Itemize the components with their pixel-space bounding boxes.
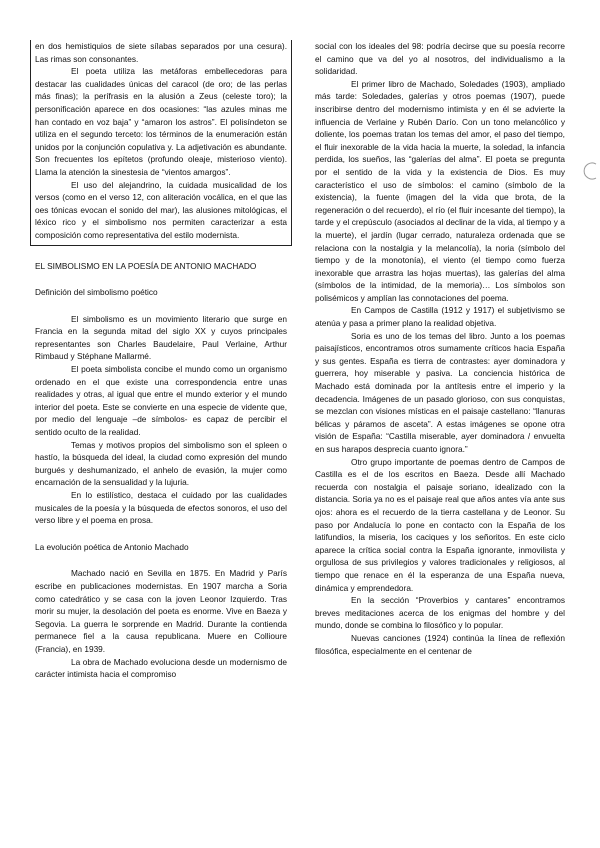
paragraph: En la sección “Proverbios y cantares” encontramos breves meditaciones acerca de los enigmas del hombre y del mundo, donde se combina lo filosófico y lo popular. <box>315 595 565 631</box>
paragraph: La obra de Machado evoluciona desde un modernismo de carácter intimista hacia el compromiso <box>35 656 287 680</box>
paragraph: Otro grupo importante de poemas dentro de Campos de Castilla es el de los escritos en Baeza. Desde allí Machado recuerda con nostalgia el paisaje soriano, idealizado con la distancia. Soria ya no es el paisaje real que años antes vía ante sus ojos: ahora es el recuerdo de la tierra castellana y de Leonor. Su paso por Andalucía lo pone en contacto con la España de los latifundios, la miseria, los caciques y los señoritos. En este ciclo aparece la crítica social contra la España ignorante, inmovilista y orgullosa de sus privilegios y valores tradicionales y religiosos, al tiempo que renace en él la esperanza de una España nueva, dinámica y emprendedora. <box>315 456 565 593</box>
left-column <box>35 40 287 681</box>
paragraph: El primer libro de Machado, Soledades (1903), ampliado más tarde: Soledades, galerías y otros poemas (1907), puede inscribirse dentro del modernismo intimista y en él se advierte la influencia de Verlaine y Rubén Darío. Con un tono melancólico y doliente, los poemas tratan los temas del amor, el paso del tiempo, el fluir inexorable de la vida hacia la muerte, la soledad, la infancia perdida, los sueños, las “galerías del alma”. El poeta se pregunta por el sentido de la vida y la existencia de Dios. Es muy característico el uso de símbolos: el camino (símbolo de la existencia), la fuente (imagen del la vida que brota, de la regeneración o del recuerdo), el río (el fluir incesante del tiempo), la tarde y el crepúsculo (asociados al declinar de la vida, al tiempo y a la muerte), el jardín (lugar cerrado, naturaleza ordenada que se relaciona con la nostalgia y la melancolía), la noria (símbolo del tiempo y de la monotonía), el viento (el tiempo como fuerza inexorable que arrastra las hojas muertas), las galerías del alma (símbolos de la intimidad, de la memoria)… Los símbolos son polisémicos y amplían las connotaciones del poema. <box>315 78 565 303</box>
paragraph: En lo estilístico, destaca el cuidado por las cualidades musicales de la poesía y la búsqueda de efectos sonoros, el uso del verso libre y el poema en prosa. <box>35 490 287 526</box>
paragraph: en dos hemistiquios de siete sílabas separados por una cesura). Las rimas son consonantes. <box>35 41 287 64</box>
paragraph: En Campos de Castilla (1912 y 1917) el subjetivismo se atenúa y pasa a primer plano la realidad objetiva. <box>315 305 565 329</box>
paragraph: social con los ideales del 98: podría decirse que su poesía recorre el camino que va del yo al nosotros, del individualismo a la solidaridad. <box>315 41 565 77</box>
boxed-commentary <box>30 40 292 246</box>
subsection-title: Definición del simbolismo poético <box>35 287 158 298</box>
page-turn-icon[interactable] <box>578 161 598 181</box>
paragraph: Nuevas canciones (1924) continúa la línea de reflexión filosófica, especialmente en el centenar de <box>315 632 565 656</box>
paragraph: El poeta utiliza las metáforas embellecedoras para destacar las cualidades únicas del caracol (de oro; de las perlas más finas); la perífrasis en la alusión a Zeus (celeste toro); la personificación aparece en dos ocasiones: “las azules minas me han contado en voz baja” y “amaron los astros”. El polisíndeton se utiliza en el segundo terceto: los términos de la enumeración están unidos por la conjunción copulativa y. La adjetivación es abundante. Son frecuentes los epítetos (profundo oleaje, misterioso viento). Llama la atención la sinestesia de “vientos amargos”. <box>35 66 287 177</box>
subsection-title: La evolución poética de Antonio Machado <box>35 541 189 552</box>
paragraph: El uso del alejandrino, la cuidada musicalidad de los versos (como en el verso 12, con aliteración vocálica, en el que las oes tónicas evocan el sonido del mar), las alusiones mitológicas, el léxico rico y el simbolismo nos permiten caracterizar a esta composición como representativa del estilo modernista. <box>35 179 287 240</box>
paragraph: Machado nació en Sevilla en 1875. En Madrid y París escribe en publicaciones modernistas. En 1907 marcha a Soria como catedrático y se casa con la joven Leonor Izquierdo. Tras morir su mujer, la desolación del poeta es enorme. Vive en Baeza y Segovia. La guerra le sorprende en Madrid. Durante la contienda permanece fiel a la causa republicana. Muere en Collioure (Francia), en 1939. <box>35 568 287 654</box>
paragraph: El simbolismo es un movimiento literario que surge en Francia en la segunda mitad del siglo XX y cuyos principales representantes son Charles Baudelaire, Paul Verlaine, Arthur Rimbaud y Stéphane Mallarmé. <box>35 313 287 362</box>
paragraph: Temas y motivos propios del simbolismo son el spleen o hastío, la búsqueda del ideal, la ciudad como expresión del mundo burgués y deshumanizado, el anhelo de evasión, la mujer como encarnación de la sensualidad y la lujuria. <box>35 439 287 488</box>
section-title: EL SIMBOLISMO EN LA POESÍA DE ANTONIO MACHADO <box>35 260 257 271</box>
paragraph: Soria es uno de los temas del libro. Junto a los poemas paisajísticos, encontramos otros sumamente críticos hacia España y sus gentes. España es tierra de contrastes: ayer dominadora y guerrera, hoy miserable y pasiva. La conciencia histórica de Machado está dominada por la antítesis entre el imperio y la decadencia. Imágenes de un pasado glorioso, con sus conquistas, se mezclan con visiones místicas en el paisaje castellano: “llanuras bélicas y páramos de asceta”. A estas imágenes se opone otra visión de España: “Castilla miserable, ayer dominadora / envuelta en sus harapos desprecia cuanto ignora.” <box>315 330 565 454</box>
paragraph: El poeta simbolista concibe el mundo como un organismo ordenado en el que existe una correspondencia entre unas realidades y otras, al igual que entre el mundo exterior y el mundo interior del poeta. Este se convierte en una especie de vidente que, por medio del lenguaje –de símbolos- es capaz de percibir el sentido oculto de la realidad. <box>35 364 287 438</box>
right-column <box>315 40 565 657</box>
